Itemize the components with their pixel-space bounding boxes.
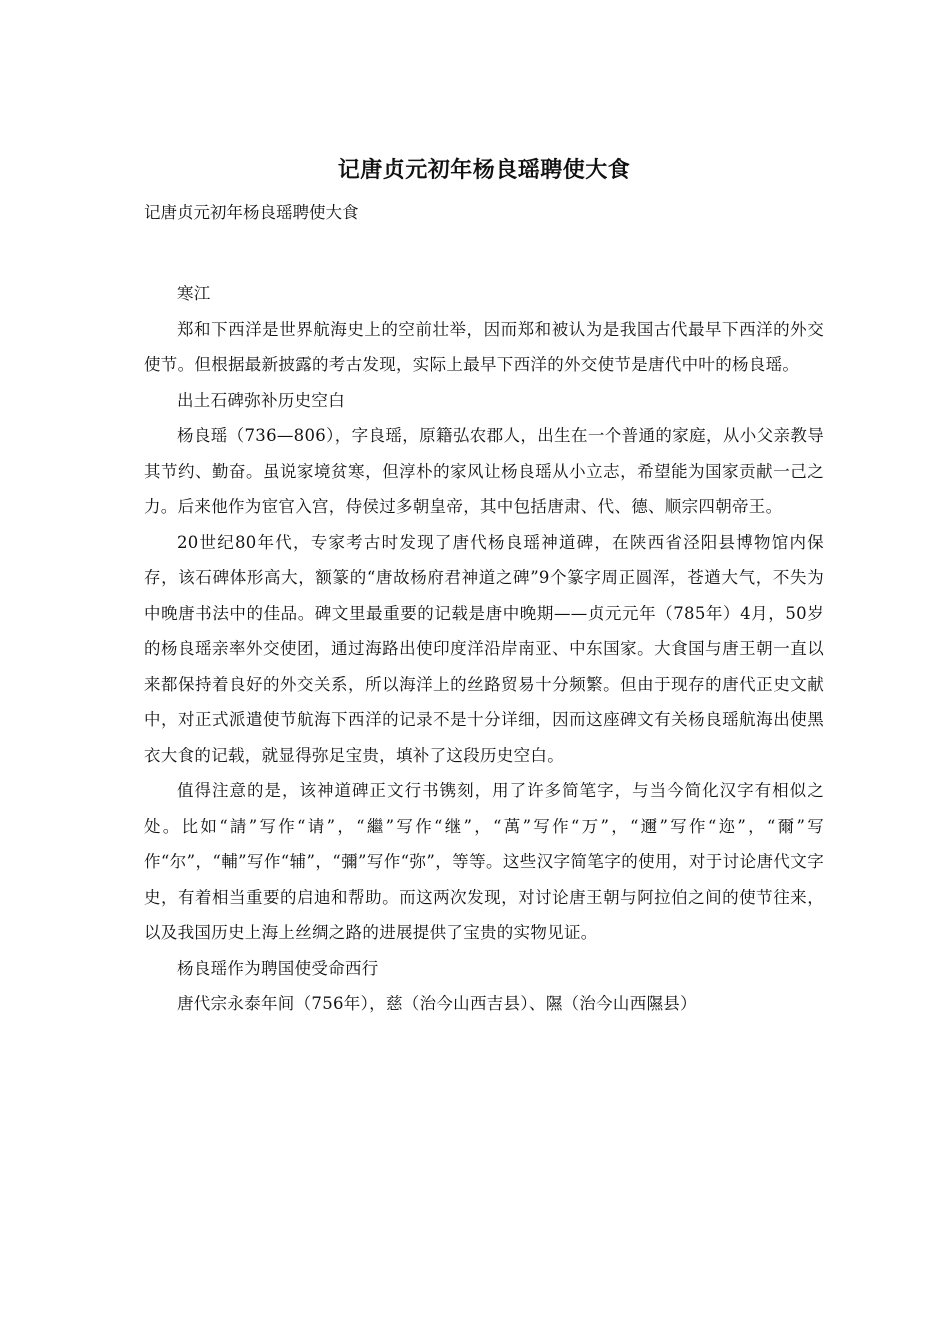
document-page bbox=[144, 150, 824, 1022]
paragraph-intro: 郑和下西洋是世界航海史上的空前壮举，因而郑和被认为是我国古代最早下西洋的外交使节。但根据最新披露的考古发现，实际上最早下西洋的外交使节是唐代中叶的杨良瑶。 bbox=[144, 319, 824, 374]
paragraph-discovery: 20世纪80年代，专家考古时发现了唐代杨良瑶神道碑，在陕西省泾阳县博物馆内保存，该石碑体形高大，额篆的“唐故杨府君神道之碑”9个篆字周正圆浑，苍遒大气，不失为中晚唐书法中的佳品。碑文里最重要的记载是唐中晚期——贞元元年（785年）4月，50岁的杨良瑶亲率外交使团，通过海路出使印度洋沿岸南亚、中东国家。大食国与唐王朝一直以来都保持着良好的外交关系，所以海洋上的丝路贸易十分频繁。但由于现存的唐代正史文献中，对正式派遣使节航海下西洋的记录不是十分详细，因而这座碑文有关杨良瑶航海出使黑衣大食的记载，就显得弥足宝贵，填补了这段历史空白。 bbox=[144, 532, 824, 765]
document-subtitle: 记唐贞元初年杨良瑶聘使大食 bbox=[144, 203, 359, 222]
paragraph-simplified-characters: 值得注意的是，该神道碑正文行书镌刻，用了许多简笔字，与当今简化汉字有相似之处。比如“請”写作“请”，“繼”写作“继”，“萬”写作“万”，“邇”写作“迩”，“爾”写作“尔”，“輔”写作“辅”，“彌”写作“弥”，等等。这些汉字简笔字的使用，对于讨论唐代文字史，有着相当重要的启迪和帮助。而这两次发现，对讨论唐王朝与阿拉伯之间的使节往来，以及我国历史上海上丝绸之路的进展提供了宝贵的实物见证。 bbox=[144, 781, 824, 942]
author-name: 寒江 bbox=[177, 284, 211, 303]
section-heading-stele: 出土石碑弥补历史空白 bbox=[177, 390, 345, 410]
paragraph-yongtai: 唐代宗永泰年间（756年），慈（治今山西吉县）、隰（治今山西隰县） bbox=[177, 994, 697, 1013]
section-heading-envoy: 杨良瑶作为聘国使受命西行 bbox=[177, 958, 379, 978]
blank-space bbox=[144, 230, 824, 276]
document-title: 记唐贞元初年杨良瑶聘使大食 bbox=[337, 157, 631, 183]
paragraph-biography: 杨良瑶（736—806），字良瑶，原籍弘农郡人，出生在一个普通的家庭，从小父亲教导其节约、勤奋。虽说家境贫寒，但淳朴的家风让杨良瑶从小立志，希望能为国家贡献一己之力。后来他作为宦官入宫，侍侯过多朝皇帝，其中包括唐肃、代、德、顺宗四朝帝王。 bbox=[144, 426, 824, 516]
